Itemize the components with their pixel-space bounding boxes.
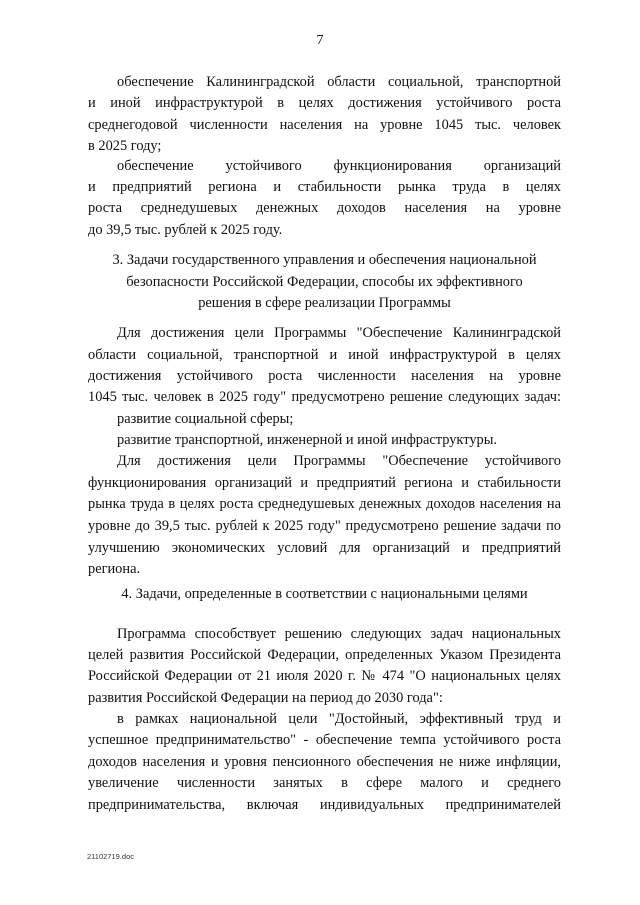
paragraph-line: в 2025 году;	[88, 138, 162, 154]
section-heading-line: 3. Задачи государственного управления и обеспечения национальной	[112, 252, 537, 268]
paragraph-line: рынка труда в целях роста среднедушевых денежных доходов населения на	[88, 496, 561, 512]
page-number: 7	[316, 33, 324, 48]
paragraph-line: целей развития Российской Федерации, определенных Указом Президента	[88, 647, 561, 663]
paragraph-line: роста среднедушевых денежных доходов населения на уровне	[88, 200, 561, 216]
section-heading-line: безопасности Российской Федерации, способы их эффективного	[126, 274, 523, 290]
footer-filename: 21102719.doc	[87, 852, 134, 861]
paragraph-line: улучшению экономических условий для организаций и предприятий	[88, 540, 561, 556]
paragraph-line: доходов населения и уровня пенсионного обеспечения не ниже инфляции,	[88, 754, 561, 770]
paragraph-line: региона.	[88, 561, 141, 577]
paragraph-line: Российской Федерации от 21 июля 2020 г. № 474 "О национальных целях	[88, 668, 561, 684]
paragraph-line: Для достижения цели Программы "Обеспечение Калининградской	[117, 325, 561, 341]
paragraph-line: Для достижения цели Программы "Обеспечение устойчивого	[117, 453, 561, 469]
paragraph-line: обеспечение Калининградской области социальной, транспортной	[117, 74, 561, 90]
paragraph-line: предпринимательства, включая индивидуальных предпринимателей	[88, 797, 561, 813]
paragraph-line: среднегодовой численности населения на уровне 1045 тыс. человек	[88, 117, 561, 133]
paragraph-line: увеличение численности занятых в сфере малого и среднего	[88, 775, 561, 791]
paragraph-line: области социальной, транспортной и иной инфраструктурой в целях	[88, 347, 561, 363]
paragraph-line: и иной инфраструктурой в целях достижения устойчивого роста	[88, 95, 561, 111]
task-item: развитие транспортной, инженерной и иной инфраструктуры.	[117, 432, 497, 448]
paragraph-line: уровне до 39,5 тыс. рублей к 2025 году" предусмотрено решение задачи по	[88, 518, 561, 534]
task-item: развитие социальной сферы;	[117, 411, 294, 427]
paragraph-line: 1045 тыс. человек в 2025 году" предусмотрено решение следующих задач:	[88, 389, 561, 405]
paragraph-line: до 39,5 тыс. рублей к 2025 году.	[88, 222, 283, 238]
paragraph-line: развития Российской Федерации на период до 2030 года":	[88, 690, 443, 706]
paragraph-line: в рамках национальной цели "Достойный, эффективный труд и	[117, 711, 561, 727]
section-heading: 4. Задачи, определенные в соответствии с национальными целями	[121, 586, 528, 602]
paragraph-line: Программа способствует решению следующих задач национальных	[117, 626, 561, 642]
paragraph-line: обеспечение устойчивого функционирования организаций	[117, 158, 561, 174]
section-heading-line: решения в сфере реализации Программы	[198, 295, 451, 311]
paragraph-line: и предприятий региона и стабильности рынка труда в целях	[88, 179, 561, 195]
paragraph-line: достижения устойчивого роста численности населения на уровне	[88, 368, 561, 384]
paragraph-line: успешное предпринимательство" - обеспечение темпа устойчивого роста	[88, 732, 561, 748]
paragraph-line: функционирования организаций и предприятий региона и стабильности	[88, 475, 561, 491]
